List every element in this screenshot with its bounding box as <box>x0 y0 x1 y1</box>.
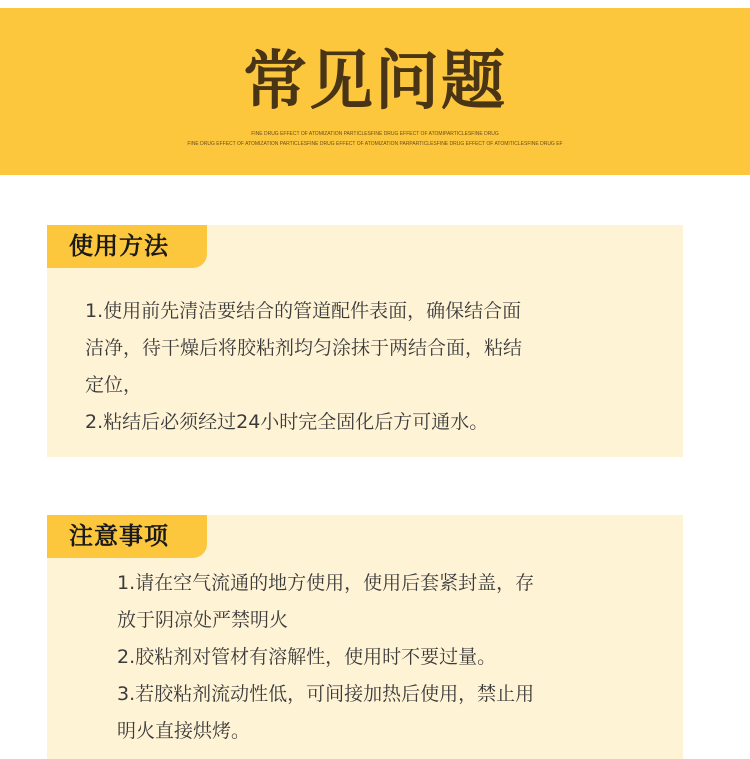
usage-content <box>85 293 522 441</box>
precautions-content <box>117 565 534 750</box>
page-subtitle-line-2: FINE DRUG EFFECT OF ATOMIZATION PARTICLESFINE DRUG EFFECT OF ATOMIZATION PARPARTICLESFINE DRUG EFFECT OF ATOMITICLESFINE DRUG EF <box>187 141 563 147</box>
usage-section <box>47 225 683 457</box>
page-subtitle-line-1: FINE DRUG EFFECT OF ATOMIZATION PARTICLESFINE DRUG EFFECT OF ATOMIPARTICLESFINE DRUG <box>251 131 499 137</box>
text-line: 放于阴凉处严禁明火 <box>117 609 289 631</box>
text-line: 明火直接烘烤。 <box>117 720 251 742</box>
text-line: 3.若胶粘剂流动性低，可间接加热后使用，禁止用 <box>117 683 535 705</box>
text-line: 1.使用前先清洁要结合的管道配件表面，确保结合面 <box>85 300 522 322</box>
section-title-usage: 使用方法 <box>47 225 207 268</box>
text-line: 2.胶粘剂对管材有溶解性，使用时不要过量。 <box>117 646 497 668</box>
page-title: 常见问题 <box>243 45 507 119</box>
text-line: 2.粘结后必须经过24小时完全固化后方可通水。 <box>85 411 489 433</box>
text-line: 1.请在空气流通的地方使用，使用后套紧封盖，存 <box>117 572 535 594</box>
text-line: 洁净，待干燥后将胶粘剂均匀涂抹于两结合面，粘结 <box>85 337 523 359</box>
section-title-precautions: 注意事项 <box>47 515 207 558</box>
header-banner <box>0 8 750 175</box>
precautions-section <box>47 515 683 759</box>
text-line: 定位， <box>85 374 143 396</box>
